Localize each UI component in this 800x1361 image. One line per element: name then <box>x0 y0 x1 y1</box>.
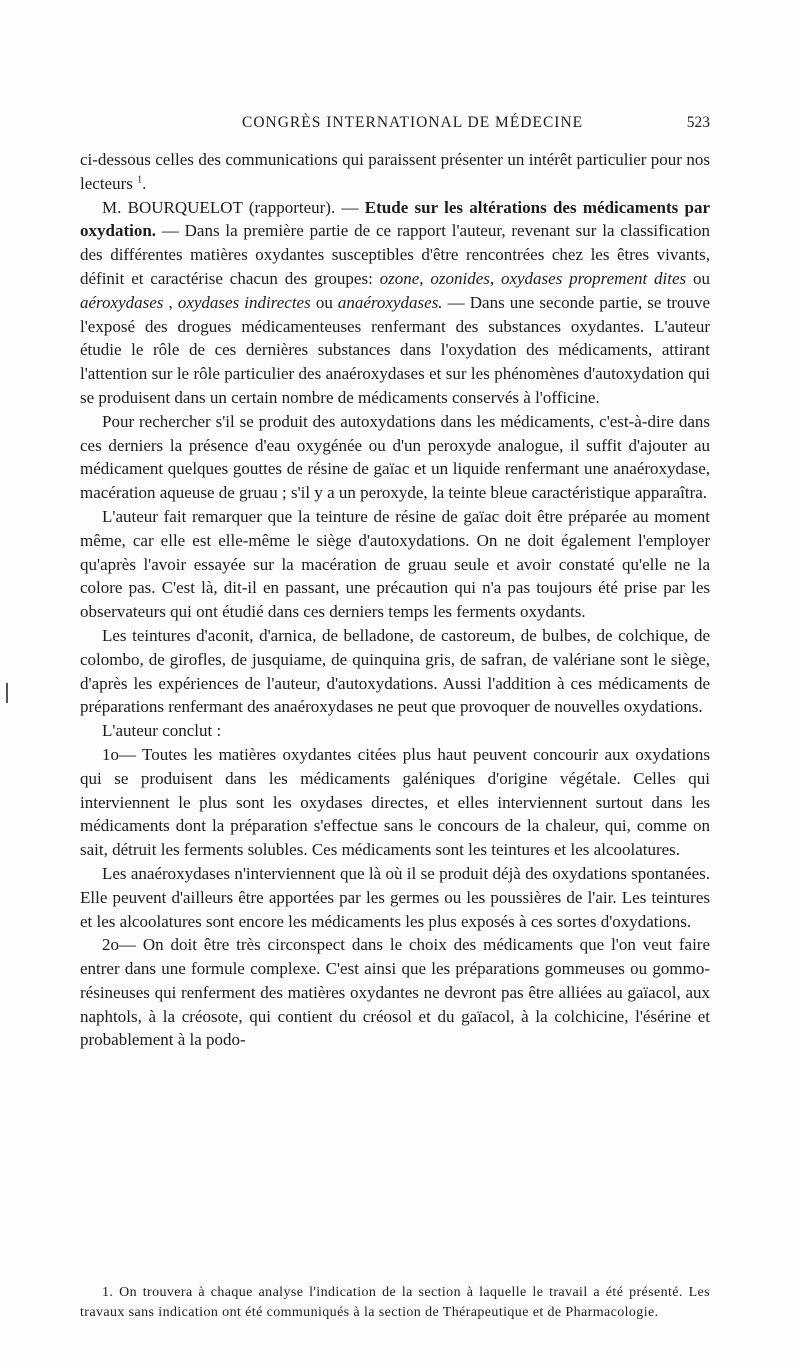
paragraph-8: 2o— On doit être très circonspect dans le choix des médicaments que l'on veut faire entrer dans une formule complexe. C'est ainsi que les préparations gommeuses ou gommo-résineuses qui renferment des matières oxydantes ne devront pas être alliées au gaïacol, aux naphtols, à la créosote, qui contient du créosol et du gaïacol, à la colchicine, l'ésérine et probablement à la podo- <box>80 935 710 1050</box>
intro-end: . <box>142 173 147 193</box>
article-comma: , <box>163 292 178 312</box>
article-ou-2: ou <box>310 292 338 312</box>
running-title: CONGRÈS INTERNATIONAL DE MÉDECINE <box>242 114 584 131</box>
paragraph-6: 1o— Toutes les matières oxydantes citées plus haut peuvent concourir aux oxydations qui se produisent dans les médicaments galéniques d'origine végétale. Celles qui interviennent le plus sont les oxydases directes, et elles interviennent surtout dans les médicaments dont la préparation s'effectue sans le concours de la chaleur, qui, comme on sait, détruit les ferments solubles. Ces médicaments sont les teintures et les alcoolatures. <box>80 744 710 860</box>
footnote <box>80 1283 710 1322</box>
article-text-a: — Dans la première partie de ce rapport l'auteur, revenant sur la classification des différentes matières oxydantes susceptibles d'être rencontrées chez les êtres vivants, définit et caractérise chacun des groupes: <box>80 221 710 288</box>
intro-text: ci-dessous celles des communications qui paraissent présenter un intérêt particulier pour nos lecteurs <box>80 150 710 193</box>
paragraph-4: Les teintures d'aconit, d'arnica, de belladone, de castoreum, de bulbes, de colchique, de colombo, de girofles, de jusquiame, de quinquina gris, de safran, de valériane sont le siège, d'après les expériences de l'auteur, d'autoxydations. Aussi l'addition à ces médicaments de préparations renfermant des anaéroxydases ne peut que provoquer de nouvelles oxydations. <box>80 625 710 717</box>
article-anaeroxydases: anaéroxydases. <box>337 292 443 312</box>
paragraph-5: L'auteur conclut : <box>102 721 222 741</box>
paragraph-7: Les anaéroxydases n'interviennent que là où il se produit déjà des oxydations spontanées. Elle peuvent d'ailleurs être apportées par les germes ou les poussières de l'air. Les teintures et les alcoolatures sont encore les médicaments les plus exposés à ces sortes d'oxydations. <box>80 863 710 931</box>
article-aeroxydases: aéroxydases <box>80 292 164 312</box>
article-author: M. BOURQUELOT <box>102 197 243 217</box>
main-text <box>80 148 710 1052</box>
article-terms: ozone, ozonides, oxydases proprement dites <box>379 268 687 288</box>
article-text-b: — Dans une seconde partie, se trouve l'exposé des drogues médicamenteuses renfermant des substances oxydantes. L'auteur étudie le rôle de ces dernières substances dans l'oxydation des médicaments, attirant l'attention sur le rôle particulier des anaéroxydases et sur les phénomènes d'autoxydation qui se produisent dans un certain nombre de médicaments conservés à l'officine. <box>80 292 710 407</box>
footnote-text: 1. On trouvera à chaque analyse l'indication de la section à laquelle le travail a été présenté. Les travaux sans indication ont été communiqués à la section de Thérapeutique et de Pharmacologie. <box>80 1285 710 1320</box>
paragraph-2: Pour rechercher s'il se produit des autoxydations dans les médicaments, c'est-à-dire dans ces derniers la présence d'eau oxygénée ou d'un peroxyde analogue, il suffit d'ajouter au médicament quelques gouttes de résine de gaïac et un liquide renfermant une anaéroxydase, macération aqueuse de gruau ; s'il y a un peroxyde, la teinte bleue caractéristique apparaîtra. <box>80 411 710 503</box>
article-title: Etude sur les altérations des médicaments par oxydation. <box>80 197 711 241</box>
article-role: (rapporteur). — <box>242 197 365 217</box>
paragraph-3: L'auteur fait remarquer que la teinture de résine de gaïac doit être préparée au moment même, car elle est elle-même le siège d'autoxydations. On ne doit également l'employer qu'après l'avoir essayée sur la macération de gruau seule et avoir constaté qu'elle ne la colore pas. C'est là, dit-il en passant, une précaution qui n'a pas toujours été prise par les observateurs qui ont étudié dans ces derniers temps les ferments oxydants. <box>80 506 710 622</box>
page-number: 523 <box>686 114 710 131</box>
margin-mark <box>6 683 8 703</box>
article-paragraph <box>80 196 710 410</box>
running-header <box>80 114 710 136</box>
article-ou-1: ou <box>686 268 711 288</box>
article-oxydases-indirectes: oxydases indirectes <box>177 292 311 312</box>
footnote-ref: 1 <box>137 174 143 186</box>
intro-paragraph <box>80 148 710 196</box>
